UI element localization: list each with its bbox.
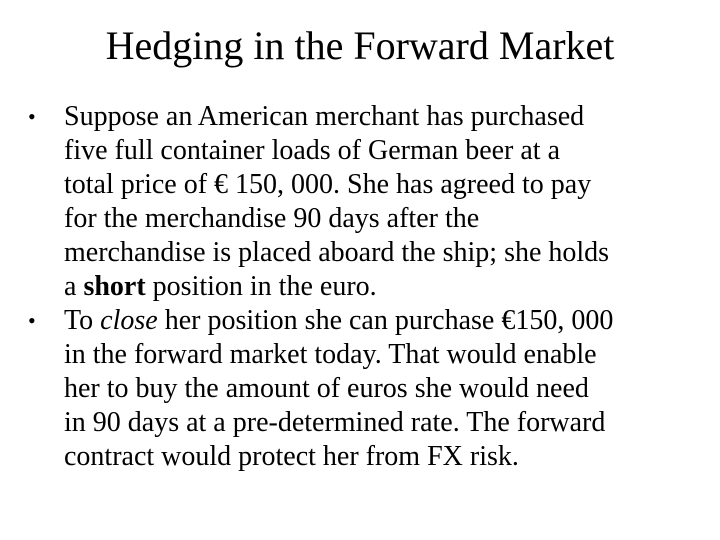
bullet-line: her to buy the amount of euros she would need bbox=[64, 373, 589, 404]
bullet-list bbox=[24, 100, 704, 474]
bullet-marker: • bbox=[28, 104, 36, 129]
line-text: a bbox=[64, 271, 84, 302]
line-text: To bbox=[64, 305, 101, 336]
bullet-line bbox=[64, 304, 704, 338]
bullet-item-close-position bbox=[24, 304, 704, 474]
emphasis-close: close bbox=[100, 305, 158, 336]
bullet-line: contract would protect her from FX risk. bbox=[64, 441, 519, 472]
bullet-line: in 90 days at a pre-determined rate. The forward bbox=[64, 407, 606, 438]
bullet-line: in the forward market today. That would enable bbox=[64, 339, 597, 370]
slide-title: Hedging in the Forward Market bbox=[105, 23, 615, 68]
bullet-line: five full container loads of German beer at a bbox=[64, 135, 561, 166]
emphasis-short: short bbox=[83, 271, 146, 302]
bullet-line bbox=[64, 270, 704, 304]
line-text: her position she can purchase €150, 000 bbox=[157, 305, 614, 336]
line-text: position in the euro. bbox=[145, 271, 377, 302]
bullet-line: for the merchandise 90 days after the bbox=[64, 203, 480, 234]
bullet-marker: • bbox=[28, 308, 36, 333]
bullet-item-purchase bbox=[24, 100, 704, 304]
bullet-line: Suppose an American merchant has purchased bbox=[64, 101, 585, 132]
bullet-line: merchandise is placed aboard the ship; she holds bbox=[64, 237, 610, 268]
bullet-line: total price of € 150, 000. She has agreed to pay bbox=[64, 169, 592, 200]
